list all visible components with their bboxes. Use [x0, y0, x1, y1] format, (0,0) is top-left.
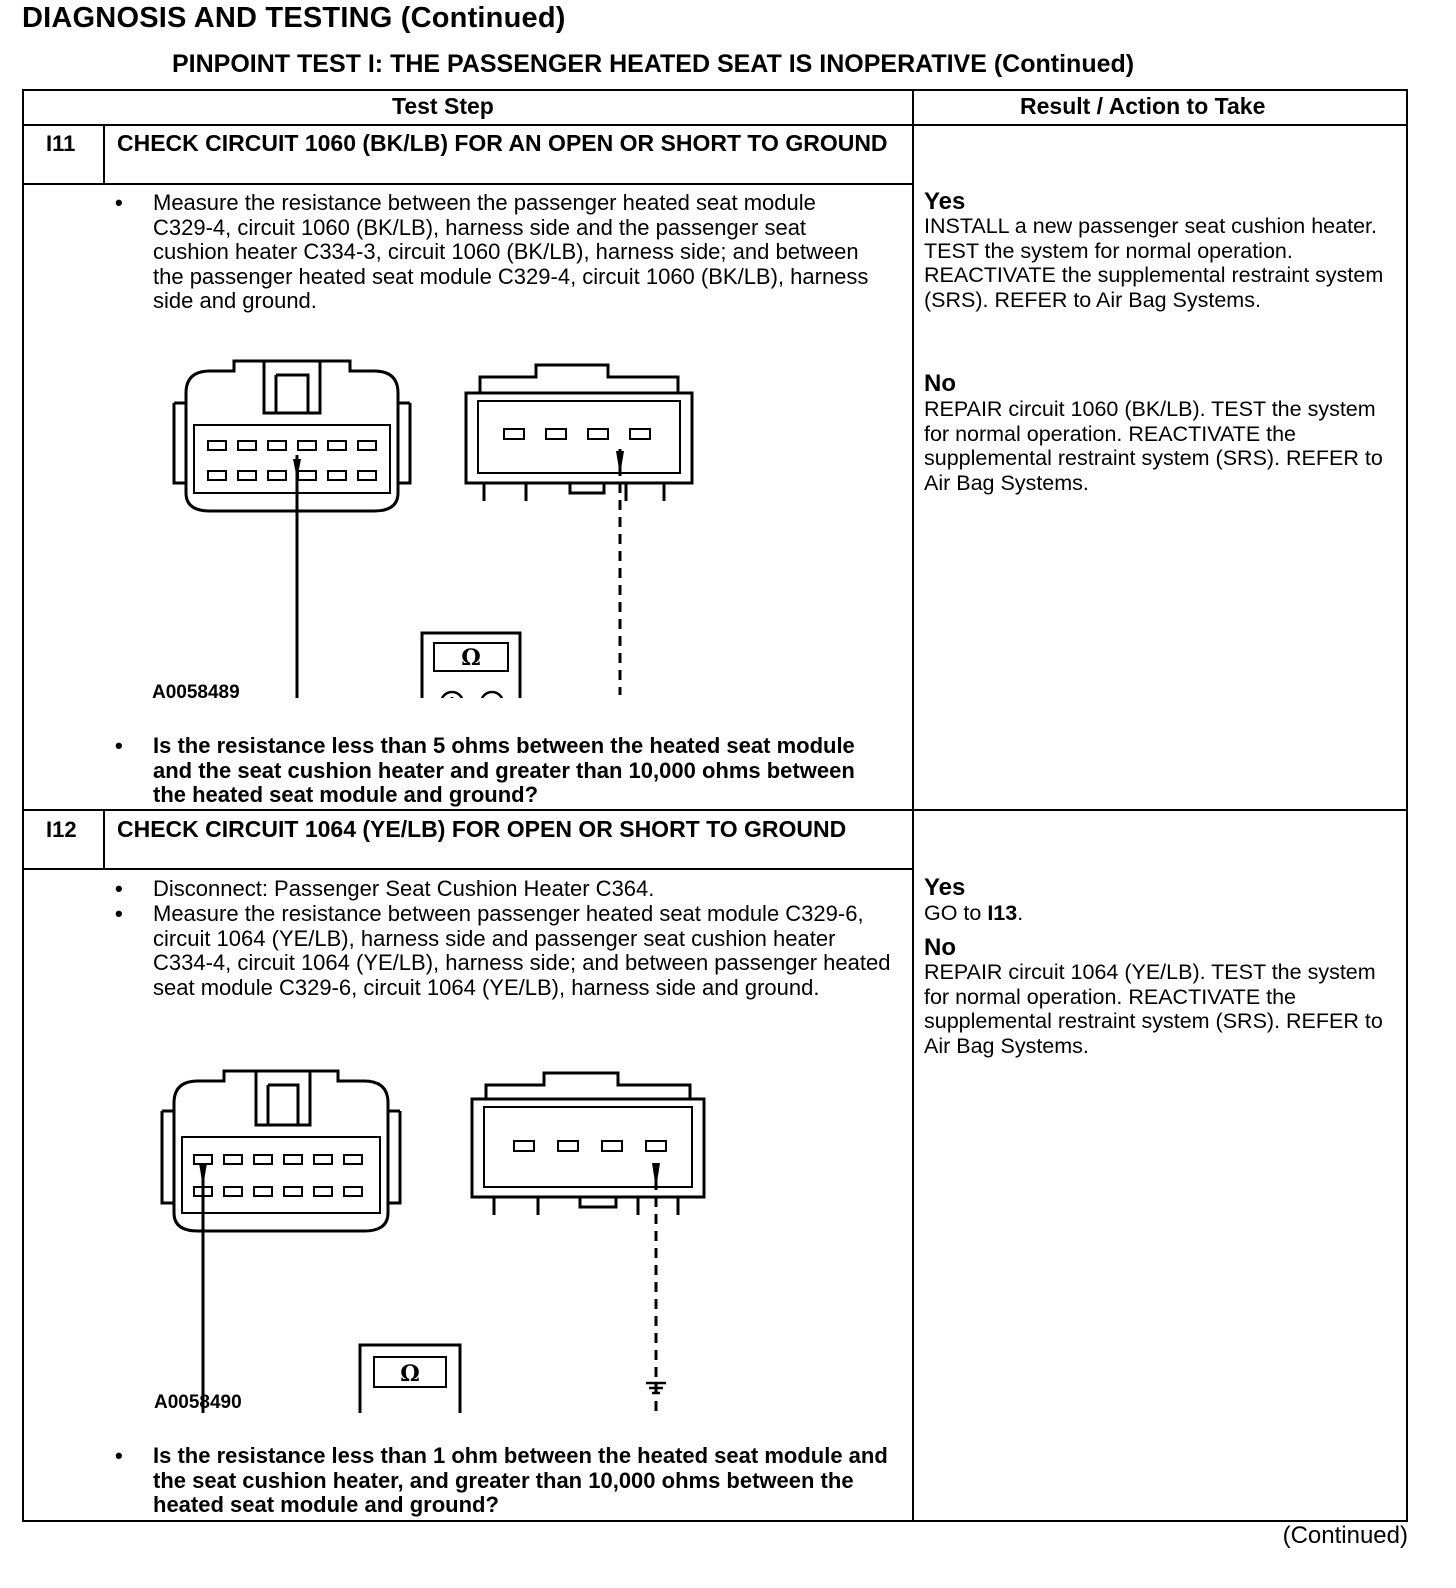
- result-no-label: No: [924, 370, 956, 397]
- step-id: I11: [46, 131, 76, 156]
- instruction-text: Disconnect: Passenger Seat Cushion Heater C364.: [153, 876, 655, 901]
- instruction-text: Measure the resistance between passenger heated seat module C329-6, circuit 1064 (YE/LB), harness side and passenger seat cushion heater C334-4, circuit 1064 (YE/LB), harness side; and between passenger heated seat module C329-6, circuit 1064 (YE/LB), harness side and ground.: [153, 901, 891, 1000]
- result-yes-label: Yes: [924, 188, 966, 215]
- test-leads: [293, 449, 624, 698]
- step-divider: [24, 809, 1406, 811]
- heated-seat-module-connector: [162, 1071, 400, 1231]
- ohmmeter: [360, 1345, 460, 1413]
- continued-label: (Continued): [1282, 1522, 1408, 1549]
- ohm-symbol: Ω: [461, 645, 481, 671]
- step-id: I12: [46, 817, 77, 842]
- negative-terminal-icon: [481, 692, 503, 698]
- figure-id: A0058489: [152, 682, 240, 703]
- pinpoint-test-table: [22, 89, 1408, 1522]
- heated-seat-module-connector: [174, 361, 410, 511]
- test-leads: [199, 1163, 660, 1413]
- resistance-test-diagram: [152, 1063, 732, 1413]
- ground-symbol-icon: [636, 1377, 676, 1403]
- ohmmeter: [422, 633, 520, 698]
- instruction-text: Measure the resistance between the passenger heated seat module C329-4, circuit 1060 (BK/LB), harness side and the passenger seat cushion heater C334-3, circuit 1060 (BK/LB), harness side; and between the passenger heated seat module C329-4, circuit 1060 (BK/LB), harness side and ground.: [153, 190, 869, 313]
- question-item: • Is the resistance less than 1 ohm between the heated seat module and the seat cushion heater, and greater than 10,000 ohms between the heated seat module and ground?: [115, 1443, 888, 1517]
- step-title: CHECK CIRCUIT 1064 (YE/LB) FOR OPEN OR SHORT TO GROUND: [117, 816, 847, 842]
- column-divider: [912, 91, 914, 1520]
- step-id-divider: [103, 124, 105, 184]
- column-header-test-step: Test Step: [392, 93, 494, 119]
- result-yes-prefix: GO to: [924, 901, 988, 925]
- question-item: • Is the resistance less than 5 ohms between the heated seat module and the seat cushion heater and greater than 10,000 ohms between the heated seat module and ground?: [115, 733, 855, 807]
- instruction-item: • Measure the resistance between passenger heated seat module C329-6, circuit 1064 (YE/LB), harness side and passenger seat cushion heater C334-4, circuit 1064 (YE/LB), harness side; and between passenger heated seat module C329-6, circuit 1064 (YE/LB), harness side and ground.: [115, 901, 891, 1000]
- pinpoint-test-title: PINPOINT TEST I: THE PASSENGER HEATED SEAT IS INOPERATIVE (Continued): [172, 50, 1135, 78]
- header-divider: [24, 124, 1406, 126]
- result-no-text: REPAIR circuit 1060 (BK/LB). TEST the system for normal operation. REACTIVATE the supplemental restraint system (SRS). REFER to Air Bag Systems.: [924, 397, 1383, 495]
- step-title-divider: [24, 183, 912, 185]
- goto-step-link[interactable]: I13: [987, 901, 1018, 925]
- result-no-text: REPAIR circuit 1064 (YE/LB). TEST the system for normal operation. REACTIVATE the supplemental restraint system (SRS). REFER to Air Bag Systems.: [924, 960, 1383, 1058]
- instruction-item: • Disconnect: Passenger Seat Cushion Heater C364.: [115, 876, 655, 901]
- result-no-label: No: [924, 934, 956, 961]
- instruction-item: • Measure the resistance between the passenger heated seat module C329-4, circuit 1060 (BK/LB), harness side and the passenger seat cushion heater C334-3, circuit 1060 (BK/LB), harness side; and between the passenger heated seat module C329-4, circuit 1060 (BK/LB), harness side and ground.: [115, 190, 869, 313]
- step-id-divider: [103, 809, 105, 869]
- resistance-test-diagram: [164, 353, 724, 698]
- question-text: Is the resistance less than 1 ohm between the heated seat module and the seat cushion heater, and greater than 10,000 ohms between the heated seat module and ground?: [153, 1443, 888, 1517]
- column-header-result: Result / Action to Take: [1020, 93, 1266, 119]
- question-text: Is the resistance less than 5 ohms between the heated seat module and the seat cushion heater and greater than 10,000 ohms between the heated seat module and ground?: [153, 733, 855, 807]
- ohm-symbol: Ω: [400, 1361, 420, 1387]
- result-yes-suffix: .: [1017, 901, 1024, 925]
- step-title-divider: [24, 868, 912, 870]
- page-title: DIAGNOSIS AND TESTING (Continued): [22, 2, 566, 34]
- seat-cushion-heater-connector: [472, 1073, 704, 1215]
- result-yes-text: [924, 901, 1402, 926]
- figure-id: A0058490: [154, 1392, 242, 1413]
- seat-cushion-heater-connector: [466, 365, 692, 501]
- result-yes-label: Yes: [924, 874, 966, 901]
- step-title: CHECK CIRCUIT 1060 (BK/LB) FOR AN OPEN OR SHORT TO GROUND: [117, 130, 888, 156]
- result-yes-text: INSTALL a new passenger seat cushion heater. TEST the system for normal operation. REACTIVATE the supplemental restraint system (SRS). REFER to Air Bag Systems.: [924, 214, 1384, 312]
